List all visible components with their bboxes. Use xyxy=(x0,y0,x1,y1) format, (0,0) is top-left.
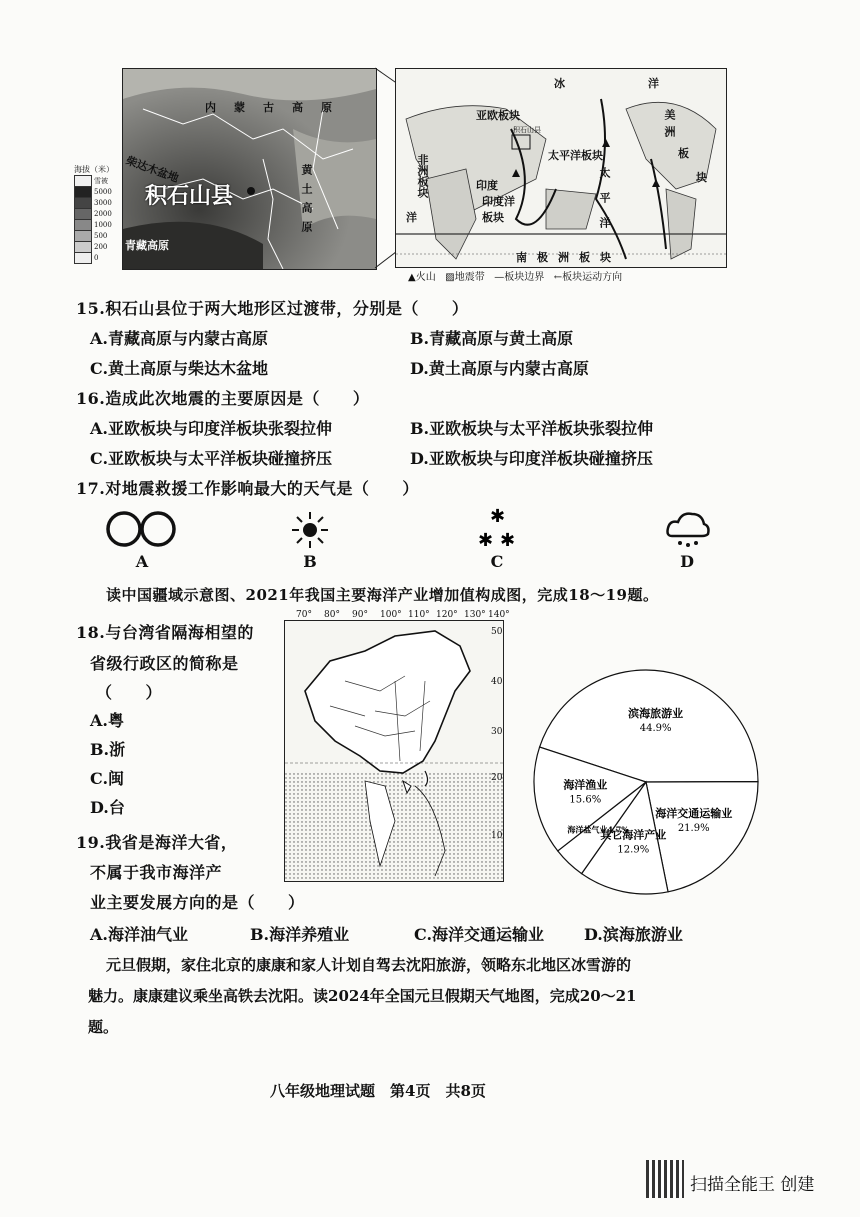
qr-code-icon xyxy=(646,1160,684,1198)
q15-option-b[interactable]: B.青藏高原与黄土高原 xyxy=(410,329,574,348)
label-ban: 板 xyxy=(678,147,689,160)
q18-stem-1: 18.与台湾省隔海相望的 xyxy=(76,623,254,642)
legend-quake-belt: ▨地震带 xyxy=(445,272,485,283)
sunny-icon[interactable] xyxy=(290,510,330,550)
q16-option-c[interactable]: C.亚欧板块与太平洋板块碰撞挤压 xyxy=(90,449,333,468)
q18-option-b[interactable]: B.浙 xyxy=(90,740,126,759)
pie-label-4: 海洋渔业 xyxy=(563,778,608,792)
pie-label-3: 海洋盐气业4.7% xyxy=(567,824,629,835)
intro-20-21-line1: 元旦假期，家住北京的康康和家人计划自驾去沈阳旅游，领略东北地区冰雪游的 xyxy=(106,956,632,974)
q19-option-b[interactable]: B.海洋养殖业 xyxy=(250,925,350,944)
scanner-watermark: 扫描全能王 创建 xyxy=(690,1175,815,1195)
legend-level-3 xyxy=(74,208,122,219)
pie-label-2: 其它海洋产业 xyxy=(600,828,667,842)
lon-110: 110° xyxy=(408,610,430,620)
q18-stem-2: 省级行政区的简称是 xyxy=(90,654,239,673)
pie-pct-1: 21.9% xyxy=(677,822,710,834)
lat-labels xyxy=(491,621,503,881)
legend-level-0 xyxy=(74,175,122,186)
q19-option-d[interactable]: D.滨海旅游业 xyxy=(584,925,683,944)
legend-level-5 xyxy=(74,230,122,241)
label-yang-top: 洋 xyxy=(648,77,659,90)
legend-level-2 xyxy=(74,197,122,208)
q18-option-c[interactable]: C.闽 xyxy=(90,769,125,788)
q15-option-d[interactable]: D.黄土高原与内蒙古高原 xyxy=(410,359,589,378)
legend-level-label: 3000 xyxy=(94,198,112,207)
terrain-map xyxy=(122,68,377,270)
svg-text:✱: ✱ xyxy=(478,530,494,550)
marine-industry-pie-chart xyxy=(526,662,766,902)
lon-140: 140° xyxy=(488,610,510,620)
label-india-ocean: 印度 xyxy=(476,179,498,192)
sandstorm-icon[interactable] xyxy=(106,508,178,550)
pie-pct-0: 44.9% xyxy=(639,723,672,735)
lon-120: 120° xyxy=(436,610,458,620)
svg-text:✱: ✱ xyxy=(490,506,506,527)
lon-130: 130° xyxy=(464,610,486,620)
q18-option-a[interactable]: A.粤 xyxy=(90,711,124,730)
lon-100: 100° xyxy=(380,610,402,620)
q17-label-d: D xyxy=(680,552,694,571)
label-pacific-plate: 太平洋板块 xyxy=(548,149,603,162)
plate-map xyxy=(395,68,727,268)
elevation-legend xyxy=(74,164,122,263)
q17-stem: 17.对地震救援工作影响最大的天气是（ ） xyxy=(76,479,419,498)
legend-level-label: 200 xyxy=(94,242,108,251)
intro-20-21-line3: 题。 xyxy=(88,1018,119,1036)
q19-stem-2: 不属于我市海洋产 xyxy=(90,863,223,882)
q18-option-d[interactable]: D.台 xyxy=(90,798,125,817)
china-outline xyxy=(285,621,503,881)
lon-90: 90° xyxy=(352,610,368,620)
q17-label-b: B xyxy=(303,552,317,571)
label-eurasian: 亚欧板块 xyxy=(476,109,520,122)
q17-label-a: A xyxy=(135,552,149,571)
q16-option-b[interactable]: B.亚欧板块与太平洋板块张裂拉伸 xyxy=(410,419,654,438)
legend-direction: ←板块运动方向 xyxy=(553,272,623,283)
label-pacific-ocean: 太平洋 xyxy=(598,167,611,242)
q16-option-d[interactable]: D.亚欧板块与印度洋板块碰撞挤压 xyxy=(410,449,653,468)
q18-stem-3: （ ） xyxy=(96,683,163,702)
lon-70: 70° xyxy=(296,610,312,620)
pie-pct-4: 15.6% xyxy=(569,794,602,806)
label-jishishan-small: 积石山县 xyxy=(513,126,541,134)
page-footer: 八年级地理试题 第4页 共8页 xyxy=(270,1082,486,1100)
intro-18-19: 读中国疆域示意图、2021年我国主要海洋产业增加值构成图，完成18～19题。 xyxy=(106,586,659,604)
lat-50: 50 xyxy=(491,627,503,637)
legend-level-7 xyxy=(74,252,122,263)
label-nanji: 南极洲板块 xyxy=(516,251,621,264)
label-bing: 冰 xyxy=(554,77,565,90)
q16-option-a[interactable]: A.亚欧板块与印度洋板块张裂拉伸 xyxy=(90,419,332,438)
q16-stem: 16.造成此次地震的主要原因是（ ） xyxy=(76,389,370,408)
q19-stem-3: 业主要发展方向的是（ ） xyxy=(90,893,305,912)
q19-stem-1: 19.我省是海洋大省， xyxy=(76,833,238,852)
label-america: 美洲 xyxy=(663,109,676,143)
legend-level-label: 500 xyxy=(94,231,108,240)
label-chaidamu: 柴达木盆地 xyxy=(124,153,181,185)
label-kuai: 块 xyxy=(696,171,707,184)
legend-level-label: 雪被 xyxy=(94,176,108,185)
intro-20-21-line2: 魅力。康康建议乘坐高铁去沈阳。读2024年全国元旦假期天气地图，完成20～21 xyxy=(88,987,637,1005)
q15-option-a[interactable]: A.青藏高原与内蒙古高原 xyxy=(90,329,268,348)
q15-option-c[interactable]: C.黄土高原与柴达木盆地 xyxy=(90,359,269,378)
legend-title: 海拔（米） xyxy=(74,165,114,174)
legend-level-6 xyxy=(74,241,122,252)
snow-icon[interactable] xyxy=(474,506,520,550)
pie-pct-2: 12.9% xyxy=(617,844,650,856)
lat-40: 40 xyxy=(491,677,503,687)
pie-label-0: 滨海旅游业 xyxy=(628,707,684,721)
plate-outlines xyxy=(396,69,726,267)
legend-level-label: 1000 xyxy=(94,220,112,229)
label-neimenggu: 内蒙古高原 xyxy=(205,101,350,114)
legend-level-4 xyxy=(74,219,122,230)
legend-level-1 xyxy=(74,186,122,197)
lat-20: 20 xyxy=(491,773,503,783)
lon-80: 80° xyxy=(324,610,340,620)
q17-label-c: C xyxy=(490,552,504,571)
label-yang-left: 洋 xyxy=(406,211,417,224)
legend-swatch xyxy=(74,252,92,264)
rain-icon[interactable] xyxy=(664,510,712,550)
legend-volcano: ▲火山 xyxy=(408,272,436,283)
label-indian-plate: 印度洋板块 xyxy=(482,195,515,224)
legend-level-label: 0 xyxy=(94,253,99,262)
label-county: 积石山县 xyxy=(145,183,234,209)
plate-legend xyxy=(408,268,622,283)
svg-text:✱: ✱ xyxy=(500,530,516,550)
pie-label-1: 海洋交通运输业 xyxy=(655,806,733,820)
china-map xyxy=(284,620,504,882)
label-africa: 非洲板块 xyxy=(416,154,429,198)
legend-boundary: —板块边界 xyxy=(494,272,545,283)
q19-option-c[interactable]: C.海洋交通运输业 xyxy=(414,925,545,944)
label-huangtu: 黄土高原 xyxy=(300,164,313,240)
lat-30: 30 xyxy=(491,727,503,737)
legend-level-label: 5000 xyxy=(94,187,112,196)
legend-level-label: 2000 xyxy=(94,209,112,218)
q15-stem: 15.积石山县位于两大地形区过渡带，分别是（ ） xyxy=(76,299,469,318)
lat-10: 10 xyxy=(491,831,503,841)
label-qingzang: 青藏高原 xyxy=(125,239,169,252)
q19-option-a[interactable]: A.海洋油气业 xyxy=(90,925,188,944)
